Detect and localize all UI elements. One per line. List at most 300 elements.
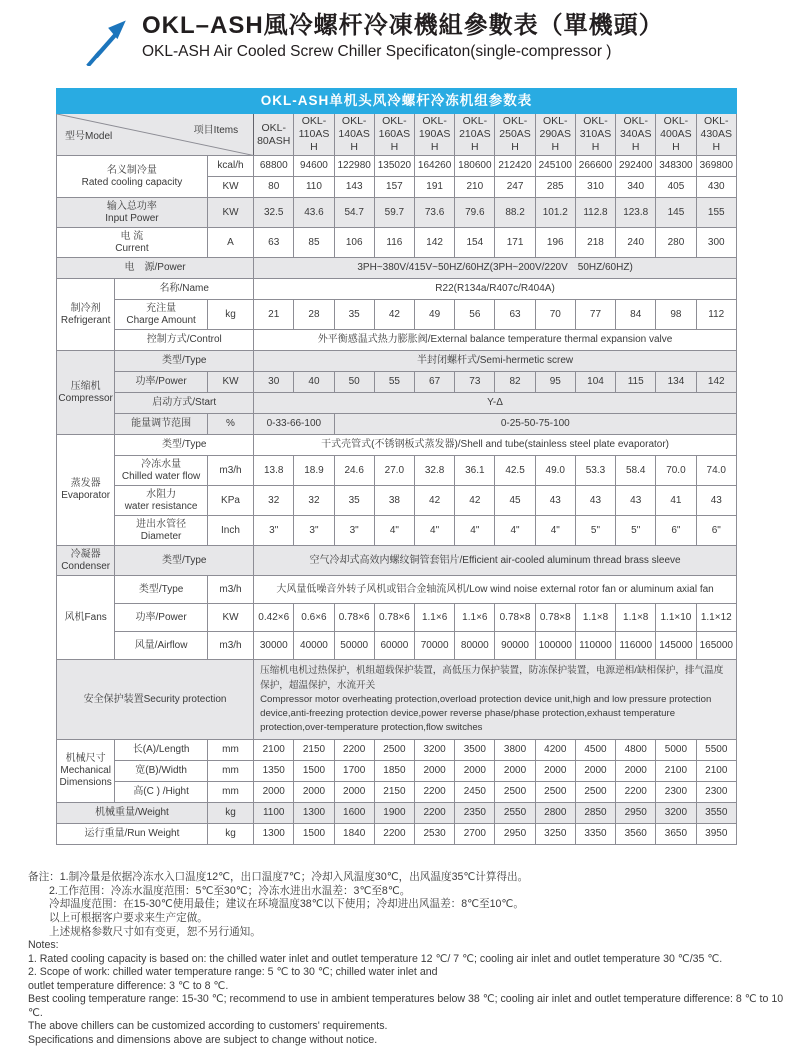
flow-label xyxy=(115,456,208,486)
value-cell: 2200 xyxy=(616,782,656,803)
label-en: Security protection xyxy=(143,693,227,705)
value-cell: 5" xyxy=(616,516,656,546)
value-cell: 1.1×8 xyxy=(575,604,615,632)
unit-cell: m3/h xyxy=(207,456,253,486)
value-cell: 218 xyxy=(575,228,615,258)
start-value: Y-Δ xyxy=(254,393,737,414)
value-cell: 2000 xyxy=(254,782,294,803)
value-cell: 2200 xyxy=(334,740,374,761)
model-col-340ASH: OKL- 340ASH xyxy=(616,114,656,156)
value-cell: 142 xyxy=(696,372,736,393)
value-cell: 32.8 xyxy=(415,456,455,486)
power-supply-label: 电 源/Power xyxy=(57,258,254,279)
value-cell: 56 xyxy=(455,300,495,330)
value-cell: 1.1×10 xyxy=(656,604,696,632)
value-cell: 145 xyxy=(656,198,696,228)
row-control xyxy=(57,330,737,351)
fans-group-label xyxy=(57,576,115,660)
row-chilled-water-flow xyxy=(57,456,737,486)
value-cell: 1600 xyxy=(334,803,374,824)
value-cell: 165000 xyxy=(696,632,736,660)
value-cell: 142 xyxy=(415,228,455,258)
value-cell: 4" xyxy=(495,516,535,546)
value-cell: 4200 xyxy=(535,740,575,761)
row-charge-amount xyxy=(57,300,737,330)
value-cell: 42.5 xyxy=(495,456,535,486)
value-cell: 116 xyxy=(374,228,414,258)
energy-label: 能量调节范围 xyxy=(115,414,208,435)
evaporator-group-label xyxy=(57,435,115,546)
value-cell: 35 xyxy=(334,300,374,330)
value-cell: 3200 xyxy=(415,740,455,761)
power-supply-value: 3PH~380V/415V~50HZ/60HZ(3PH~200V/220V 50HZ/60HZ) xyxy=(254,258,737,279)
value-cell: 42 xyxy=(455,486,495,516)
value-cell: 2000 xyxy=(294,782,334,803)
label-zh: 名义制冷量 xyxy=(106,164,157,176)
value-cell: 43 xyxy=(696,486,736,516)
row-security-protection xyxy=(57,660,737,740)
value-cell: 3350 xyxy=(575,824,615,845)
value-cell: 1.1×8 xyxy=(616,604,656,632)
value-cell: 2000 xyxy=(495,761,535,782)
value-cell: 2000 xyxy=(334,782,374,803)
value-cell: 3" xyxy=(294,516,334,546)
notes-zh xyxy=(28,871,790,939)
value-cell: 85 xyxy=(294,228,334,258)
label-zh: 电 流 xyxy=(120,230,144,242)
unit-cell: m3/h xyxy=(207,632,253,660)
value-cell: 1100 xyxy=(254,803,294,824)
security-text-en: Compressor motor overheating protection,overload protection device unit,high and low pressure protection device,anti-freezing protection device,power reverse phase/phase protection,exhaust temperature protection,over-temperature protection,flow switches xyxy=(260,693,712,734)
value-cell: 43 xyxy=(616,486,656,516)
row-energy-range xyxy=(57,414,737,435)
value-cell: 6" xyxy=(656,516,696,546)
fans-power-label: 功率/Power xyxy=(115,604,208,632)
label-zh: 冷冻水量 xyxy=(141,458,182,470)
evaporator-type-label: 类型/Type xyxy=(115,435,254,456)
value-cell: 143 xyxy=(334,177,374,198)
unit-cell: % xyxy=(207,414,253,435)
value-cell: 2000 xyxy=(415,761,455,782)
value-cell: 73.6 xyxy=(415,198,455,228)
value-cell: 2850 xyxy=(575,803,615,824)
value-cell: 77 xyxy=(575,300,615,330)
width-label: 宽(B)/Width xyxy=(115,761,208,782)
refrigerant-name-label: 名称/Name xyxy=(115,279,254,300)
label-zh: 冷凝器 xyxy=(70,548,101,560)
value-cell: 54.7 xyxy=(334,198,374,228)
value-cell: 164260 xyxy=(415,156,455,177)
value-cell: 2550 xyxy=(495,803,535,824)
value-cell: 348300 xyxy=(656,156,696,177)
unit-cell: KW xyxy=(207,198,253,228)
label-en: Condenser xyxy=(61,560,111,572)
height-label: 高(C ) /Hight xyxy=(115,782,208,803)
fans-type-value: 大风量低噪音外转子风机或铝合金轴流风机/Low wind noise external rotor fan or aluminum axial fan xyxy=(254,576,737,604)
note-line: outlet temperature difference: 3 ℃ to 8 ℃. xyxy=(28,979,229,992)
value-cell: 42 xyxy=(415,486,455,516)
value-cell: 1500 xyxy=(294,824,334,845)
value-cell: 3" xyxy=(334,516,374,546)
value-cell: 3650 xyxy=(656,824,696,845)
value-cell: 53.3 xyxy=(575,456,615,486)
value-cell: 2530 xyxy=(415,824,455,845)
page-title-zh: OKL–ASH風冷螺杆冷凍機組參數表（單機頭） xyxy=(142,12,664,39)
value-cell: 2000 xyxy=(455,761,495,782)
value-cell: 60000 xyxy=(374,632,414,660)
value-cell: 135020 xyxy=(374,156,414,177)
value-cell: 4800 xyxy=(616,740,656,761)
value-cell: 212420 xyxy=(495,156,535,177)
row-power-supply xyxy=(57,258,737,279)
value-cell: 63 xyxy=(254,228,294,258)
value-cell: 70000 xyxy=(415,632,455,660)
value-cell: 247 xyxy=(495,177,535,198)
notes-en xyxy=(28,939,790,1047)
value-cell: 180600 xyxy=(455,156,495,177)
value-cell: 112.8 xyxy=(575,198,615,228)
airflow-label: 风量/Airflow xyxy=(115,632,208,660)
value-cell: 210 xyxy=(455,177,495,198)
row-dim-width xyxy=(57,761,737,782)
value-cell: 3560 xyxy=(616,824,656,845)
page-title-en: OKL-ASH Air Cooled Screw Chiller Specificaton(single-compressor ) xyxy=(142,42,612,60)
value-cell: 340 xyxy=(616,177,656,198)
row-compressor-type xyxy=(57,351,737,372)
value-cell: 1350 xyxy=(254,761,294,782)
value-cell: 30 xyxy=(254,372,294,393)
value-cell: 88.2 xyxy=(495,198,535,228)
resistance-label xyxy=(115,486,208,516)
value-cell: 154 xyxy=(455,228,495,258)
table-banner: OKL-ASH单机头风冷螺杆冷冻机组参数表 xyxy=(57,89,737,114)
value-cell: 82 xyxy=(495,372,535,393)
label-en: water resistance xyxy=(124,500,198,512)
value-cell: 6" xyxy=(696,516,736,546)
security-text-zh: 压缩机电机过热保护，机组超载保护装置，高低压力保护装置，防冻保护装置，电源逆相/缺相保护，排气温度保护，超温保护，水流开关 xyxy=(260,665,724,691)
value-cell: 3500 xyxy=(455,740,495,761)
row-run-weight xyxy=(57,824,737,845)
value-cell: 112 xyxy=(696,300,736,330)
value-cell: 2950 xyxy=(495,824,535,845)
diameter-label xyxy=(115,516,208,546)
unit-cell: kg xyxy=(207,824,253,845)
value-cell: 2500 xyxy=(495,782,535,803)
value-cell: 2700 xyxy=(455,824,495,845)
label-en: Dimensions xyxy=(59,777,112,789)
note-line: 冷却温度范围：在15-30℃使用最佳；建议在环境温度38℃以下使用；冷却进出风温差：8℃至10℃。 xyxy=(49,898,524,911)
label-en: Mechanical xyxy=(60,765,111,777)
value-cell: 115 xyxy=(616,372,656,393)
value-cell: 123.8 xyxy=(616,198,656,228)
value-cell: 49 xyxy=(415,300,455,330)
label-zh: 水阻力 xyxy=(146,488,177,500)
note-line: 备注：1.制冷量是依据冷冻水入口温度12℃，出口温度7℃；冷却入风温度30℃，出风温度35℃计算得出。 xyxy=(28,871,529,884)
weight-label: 机械重量/Weight xyxy=(57,803,208,824)
start-label: 启动方式/Start xyxy=(115,393,254,414)
row-pipe-diameter xyxy=(57,516,737,546)
value-cell: 2150 xyxy=(374,782,414,803)
value-cell: 32 xyxy=(294,486,334,516)
current-label xyxy=(57,228,208,258)
value-cell: 5000 xyxy=(656,740,696,761)
value-cell: 122980 xyxy=(334,156,374,177)
value-cell: 5500 xyxy=(696,740,736,761)
value-cell: 300 xyxy=(696,228,736,258)
refrigerant-name-value: R22(R134a/R407c/R404A) xyxy=(254,279,737,300)
model-col-290ASH: OKL- 290ASH xyxy=(535,114,575,156)
row-current xyxy=(57,228,737,258)
value-cell: 98 xyxy=(656,300,696,330)
row-dim-length xyxy=(57,740,737,761)
unit-cell: A xyxy=(207,228,253,258)
value-cell: 43 xyxy=(535,486,575,516)
value-cell: 1.1×6 xyxy=(415,604,455,632)
value-cell: 2000 xyxy=(575,761,615,782)
value-cell: 58.4 xyxy=(616,456,656,486)
value-cell: 101.2 xyxy=(535,198,575,228)
label-zh: 机械尺寸 xyxy=(65,753,106,765)
value-cell: 2500 xyxy=(575,782,615,803)
unit-cell: KW xyxy=(207,177,253,198)
label-en: Charge Amount xyxy=(126,314,196,326)
value-cell: 43 xyxy=(575,486,615,516)
note-line: 上述规格参数尺寸如有变更，恕不另行通知。 xyxy=(49,925,261,938)
compressor-type-label: 类型/Type xyxy=(115,351,254,372)
value-cell: 42 xyxy=(374,300,414,330)
note-line: 以上可根据客户要求来生产定做。 xyxy=(49,911,208,924)
value-cell: 4" xyxy=(535,516,575,546)
model-col-160ASH: OKL- 160ASH xyxy=(374,114,414,156)
value-cell: 2950 xyxy=(616,803,656,824)
value-cell: 2100 xyxy=(254,740,294,761)
value-cell: 80000 xyxy=(455,632,495,660)
unit-cell: Inch xyxy=(207,516,253,546)
value-cell: 2000 xyxy=(616,761,656,782)
note-line: Best cooling temperature range: 15-30 ℃; recommend to use in ambient temperatures below 38 ℃; cooling air inlet and outlet temperature difference: 8 ℃ to 10 ℃. xyxy=(28,993,784,1019)
value-cell: 0.78×6 xyxy=(334,604,374,632)
value-cell: 95 xyxy=(535,372,575,393)
value-cell: 73 xyxy=(455,372,495,393)
value-cell: 285 xyxy=(535,177,575,198)
row-water-resistance xyxy=(57,486,737,516)
unit-cell: mm xyxy=(207,761,253,782)
label-en: Input Power xyxy=(105,212,159,224)
security-label xyxy=(57,660,254,740)
value-cell: 0.78×8 xyxy=(495,604,535,632)
spec-table xyxy=(56,88,737,845)
value-cell: 59.7 xyxy=(374,198,414,228)
value-cell: 1500 xyxy=(294,761,334,782)
value-cell: 2500 xyxy=(535,782,575,803)
value-cell: 21 xyxy=(254,300,294,330)
label-en: Refrigerant xyxy=(60,314,111,326)
value-cell: 0.78×8 xyxy=(535,604,575,632)
row-compressor-power xyxy=(57,372,737,393)
value-cell: 43.6 xyxy=(294,198,334,228)
value-cell: 134 xyxy=(656,372,696,393)
label-zh: 制冷剂 xyxy=(70,302,101,314)
fans-type-label: 类型/Type xyxy=(115,576,208,604)
corner-cell xyxy=(57,114,254,156)
value-cell: 2150 xyxy=(294,740,334,761)
refrigerant-group-label xyxy=(57,279,115,351)
value-cell: 0.6×6 xyxy=(294,604,334,632)
value-cell: 3" xyxy=(254,516,294,546)
value-cell: 68800 xyxy=(254,156,294,177)
label-zh: 输入总功率 xyxy=(106,200,157,212)
value-cell: 70.0 xyxy=(656,456,696,486)
value-cell: 196 xyxy=(535,228,575,258)
row-fans-type xyxy=(57,576,737,604)
value-cell: 2800 xyxy=(535,803,575,824)
value-cell: 1.1×12 xyxy=(696,604,736,632)
value-cell: 5" xyxy=(575,516,615,546)
model-col-80ASH: OKL- 80ASH xyxy=(254,114,294,156)
model-col-250ASH: OKL- 250ASH xyxy=(495,114,535,156)
compressor-power-label: 功率/Power xyxy=(115,372,208,393)
label-zh: 蒸发器 xyxy=(70,478,101,490)
value-cell: 35 xyxy=(334,486,374,516)
value-cell: 18.9 xyxy=(294,456,334,486)
value-cell: 2100 xyxy=(696,761,736,782)
model-col-110ASH: OKL- 110ASH xyxy=(294,114,334,156)
value-cell: 0.42×6 xyxy=(254,604,294,632)
note-line: 2. Scope of work: chilled water temperature range: 5 ℃ to 30 ℃; chilled water inlet and xyxy=(28,966,438,979)
unit-cell: kg xyxy=(207,803,253,824)
value-cell: 171 xyxy=(495,228,535,258)
value-cell: 84 xyxy=(616,300,656,330)
value-cell: 90000 xyxy=(495,632,535,660)
row-weight xyxy=(57,803,737,824)
corner-model-label: 型号Model xyxy=(65,130,113,142)
control-label: 控制方式/Control xyxy=(115,330,254,351)
row-start-mode xyxy=(57,393,737,414)
row-input-power xyxy=(57,198,737,228)
value-cell: 405 xyxy=(656,177,696,198)
label-en: Current xyxy=(115,242,149,254)
value-cell: 430 xyxy=(696,177,736,198)
value-cell: 32.5 xyxy=(254,198,294,228)
value-cell: 40000 xyxy=(294,632,334,660)
doc-header xyxy=(0,0,790,66)
control-value: 外平衡感温式热力膨胀阀/External balance temperature thermal expansion valve xyxy=(254,330,737,351)
value-cell: 245100 xyxy=(535,156,575,177)
value-cell: 110000 xyxy=(575,632,615,660)
run-weight-label: 运行重量/Run Weight xyxy=(57,824,208,845)
model-col-140ASH: OKL- 140ASH xyxy=(334,114,374,156)
label-zh: 压缩机 xyxy=(70,380,101,392)
unit-cell: mm xyxy=(207,740,253,761)
value-cell: 63 xyxy=(495,300,535,330)
value-cell: 292400 xyxy=(616,156,656,177)
value-cell: 1900 xyxy=(374,803,414,824)
energy-range-large: 0-25-50-75-100 xyxy=(334,414,736,435)
cooling-label xyxy=(57,156,208,198)
value-cell: 4" xyxy=(374,516,414,546)
value-cell: 50 xyxy=(334,372,374,393)
value-cell: 28 xyxy=(294,300,334,330)
unit-cell: m3/h xyxy=(207,576,253,604)
security-value xyxy=(254,660,737,740)
value-cell: 50000 xyxy=(334,632,374,660)
label-zh: 风机 xyxy=(64,611,85,623)
value-cell: 3200 xyxy=(656,803,696,824)
banner-row xyxy=(57,89,737,114)
value-cell: 80 xyxy=(254,177,294,198)
value-cell: 2500 xyxy=(374,740,414,761)
value-cell: 2300 xyxy=(656,782,696,803)
evaporator-type-value: 干式壳管式(不锈钢板式蒸发器)/Shell and tube(stainless steel plate evaporator) xyxy=(254,435,737,456)
label-en: Chilled water flow xyxy=(121,470,201,482)
condenser-type-value: 空气冷却式高效内螺纹铜管套铝片/Efficient air-cooled aluminum thread brass sleeve xyxy=(254,546,737,576)
value-cell: 2100 xyxy=(656,761,696,782)
input-power-label xyxy=(57,198,208,228)
value-cell: 191 xyxy=(415,177,455,198)
unit-cell: KW xyxy=(207,604,253,632)
energy-range-small: 0-33-66-100 xyxy=(254,414,334,435)
value-cell: 13.8 xyxy=(254,456,294,486)
value-cell: 67 xyxy=(415,372,455,393)
value-cell: 4" xyxy=(415,516,455,546)
value-cell: 94600 xyxy=(294,156,334,177)
charge-label xyxy=(115,300,208,330)
value-cell: 1.1×6 xyxy=(455,604,495,632)
condenser-type-label: 类型/Type xyxy=(115,546,254,576)
corner-items-label: 项目Items xyxy=(193,125,239,137)
value-cell: 1300 xyxy=(294,803,334,824)
model-col-310ASH: OKL- 310ASH xyxy=(575,114,615,156)
label-zh: 安全保护装置 xyxy=(83,693,144,705)
value-cell: 157 xyxy=(374,177,414,198)
value-cell: 30000 xyxy=(254,632,294,660)
row-condenser-type xyxy=(57,546,737,576)
model-col-400ASH: OKL- 400ASH xyxy=(656,114,696,156)
value-cell: 1840 xyxy=(334,824,374,845)
length-label: 长(A)/Length xyxy=(115,740,208,761)
label-en: Fans xyxy=(84,611,107,623)
value-cell: 1850 xyxy=(374,761,414,782)
value-cell: 2200 xyxy=(415,782,455,803)
model-col-190ASH: OKL- 190ASH xyxy=(415,114,455,156)
value-cell: 240 xyxy=(616,228,656,258)
value-cell: 36.1 xyxy=(455,456,495,486)
label-zh: 进出水管径 xyxy=(136,518,187,530)
value-cell: 1700 xyxy=(334,761,374,782)
unit-cell: KPa xyxy=(207,486,253,516)
value-cell: 104 xyxy=(575,372,615,393)
compressor-group-label xyxy=(57,351,115,435)
value-cell: 79.6 xyxy=(455,198,495,228)
value-cell: 2300 xyxy=(696,782,736,803)
label-en: Diameter xyxy=(140,530,182,542)
value-cell: 3950 xyxy=(696,824,736,845)
value-cell: 3550 xyxy=(696,803,736,824)
title-block xyxy=(142,12,664,61)
value-cell: 110 xyxy=(294,177,334,198)
value-cell: 32 xyxy=(254,486,294,516)
value-cell: 4" xyxy=(455,516,495,546)
note-line: Specifications and dimensions above are subject to change without notice. xyxy=(28,1033,378,1046)
value-cell: 40 xyxy=(294,372,334,393)
value-cell: 145000 xyxy=(656,632,696,660)
note-line: 1. Rated cooling capacity is based on: the chilled water inlet and outlet temperature 12 ℃/ 7 ℃; cooling air inlet and outlet temperature 30 ℃/35 ℃. xyxy=(28,952,723,965)
value-cell: 310 xyxy=(575,177,615,198)
value-cell: 2000 xyxy=(535,761,575,782)
unit-cell: KW xyxy=(207,372,253,393)
row-dim-height xyxy=(57,782,737,803)
value-cell: 2200 xyxy=(415,803,455,824)
